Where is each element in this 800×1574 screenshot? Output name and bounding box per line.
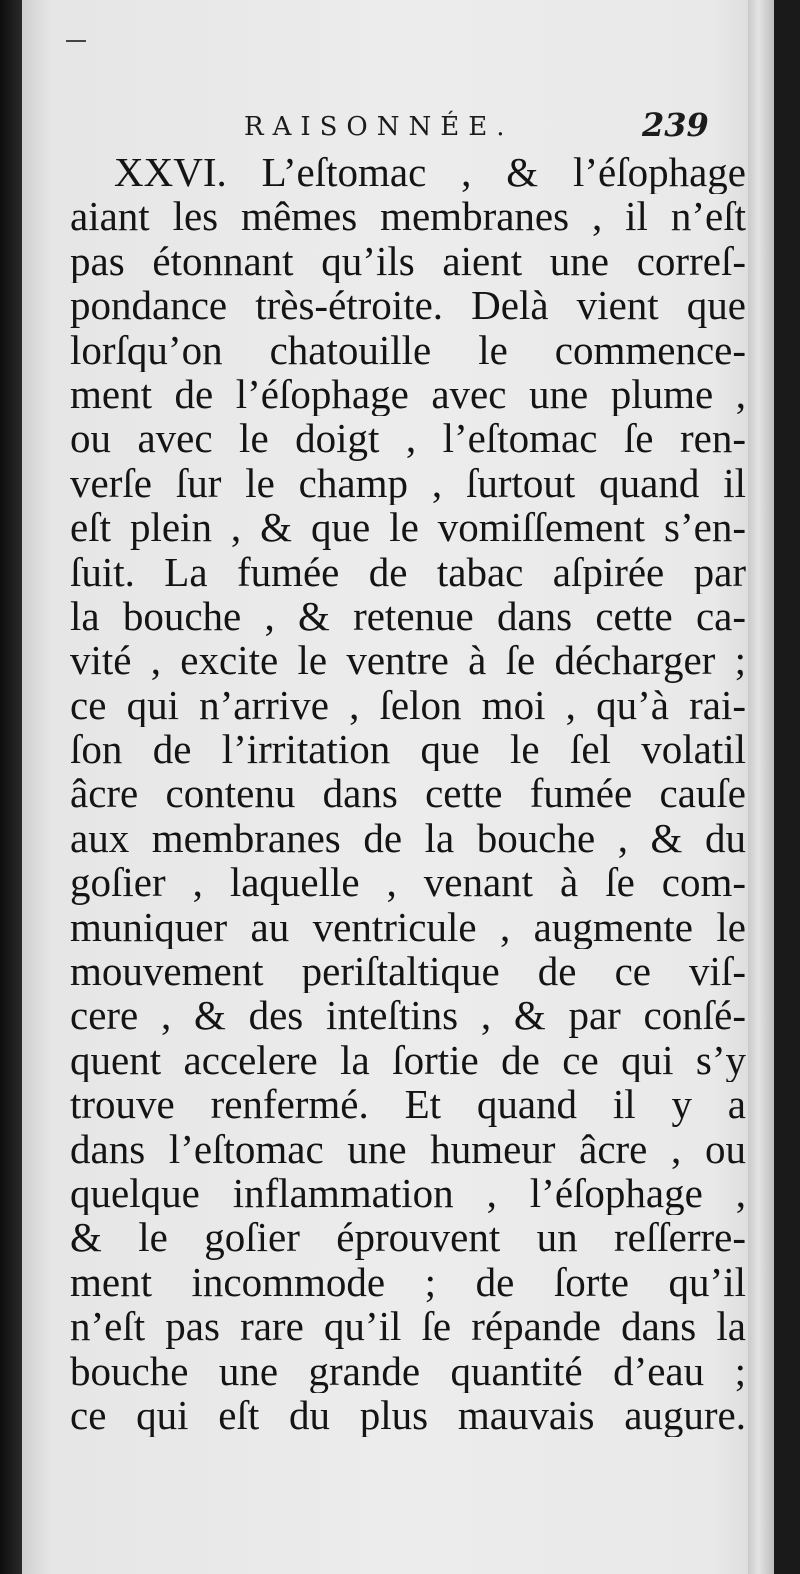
text-line: ce qui n’arrive , ſelon moi , qu’à rai- — [70, 682, 746, 728]
text-line: trouve renfermé. Et quand il y a — [70, 1082, 746, 1127]
text-line: la bouche , & retenue dans cette ca- — [70, 593, 746, 639]
running-head — [22, 106, 774, 150]
text-line: aiant les mêmes membranes , il n’eſt — [70, 194, 746, 239]
text-line: quent accelere la ſortie de ce qui s’y — [70, 1037, 746, 1083]
text-line: goſier , laquelle , venant à ſe com- — [70, 860, 746, 905]
page-number: 239 — [642, 106, 709, 144]
page-edge-shadow — [748, 0, 774, 1574]
running-title: RAISONNÉE. — [244, 112, 514, 142]
text-line: ment incommode ; de ſorte qu’il — [70, 1259, 746, 1305]
text-line: ſon de l’irritation que le ſel volatil — [70, 727, 746, 772]
body-text — [70, 150, 746, 1437]
text-line: ment de l’éſophage avec une plume , — [70, 371, 746, 417]
text-line: lorſqu’on chatouille le commence- — [70, 327, 746, 372]
text-line: pondance très-étroite. Delà vient que — [70, 283, 746, 328]
book-page — [22, 0, 774, 1574]
text-line: âcre contenu dans cette fumée cauſe — [70, 771, 746, 816]
text-line: ou avec le doigt , l’eſtomac ſe ren- — [70, 416, 746, 461]
text-line: ce qui eſt du plus mauvais augure. — [70, 1392, 746, 1438]
text-line: pas étonnant qu’ils aient une correſ- — [70, 238, 746, 284]
text-line: verſe ſur le champ , ſurtout quand il — [70, 460, 746, 506]
text-line: cere , & des inteſtins , & par conſé- — [70, 993, 746, 1038]
text-line: & le goſier éprouvent un reſſerre- — [70, 1215, 746, 1260]
text-line: n’eſt pas rare qu’il ſe répande dans la — [70, 1304, 746, 1349]
text-line: ſuit. La fumée de tabac aſpirée par — [70, 549, 746, 594]
text-line: aux membranes de la bouche , & du — [70, 815, 746, 861]
text-line: quelque inflammation , l’éſophage , — [70, 1170, 746, 1216]
text-line: vité , excite le ventre à ſe décharger ; — [70, 638, 746, 683]
text-line: XXVI. L’eſtomac , & l’éſophage — [114, 150, 746, 195]
text-line: bouche une grande quantité d’eau ; — [70, 1348, 746, 1393]
text-line: muniquer au ventricule , augmente le — [70, 904, 746, 950]
text-line: dans l’eſtomac une humeur âcre , ou — [70, 1126, 746, 1171]
text-line: eſt plein , & que le vomiſſement s’en- — [70, 505, 746, 550]
text-line: mouvement periſtaltique de ce viſ- — [70, 949, 746, 994]
scan-border-left — [0, 0, 22, 1574]
margin-mark — [66, 40, 86, 42]
